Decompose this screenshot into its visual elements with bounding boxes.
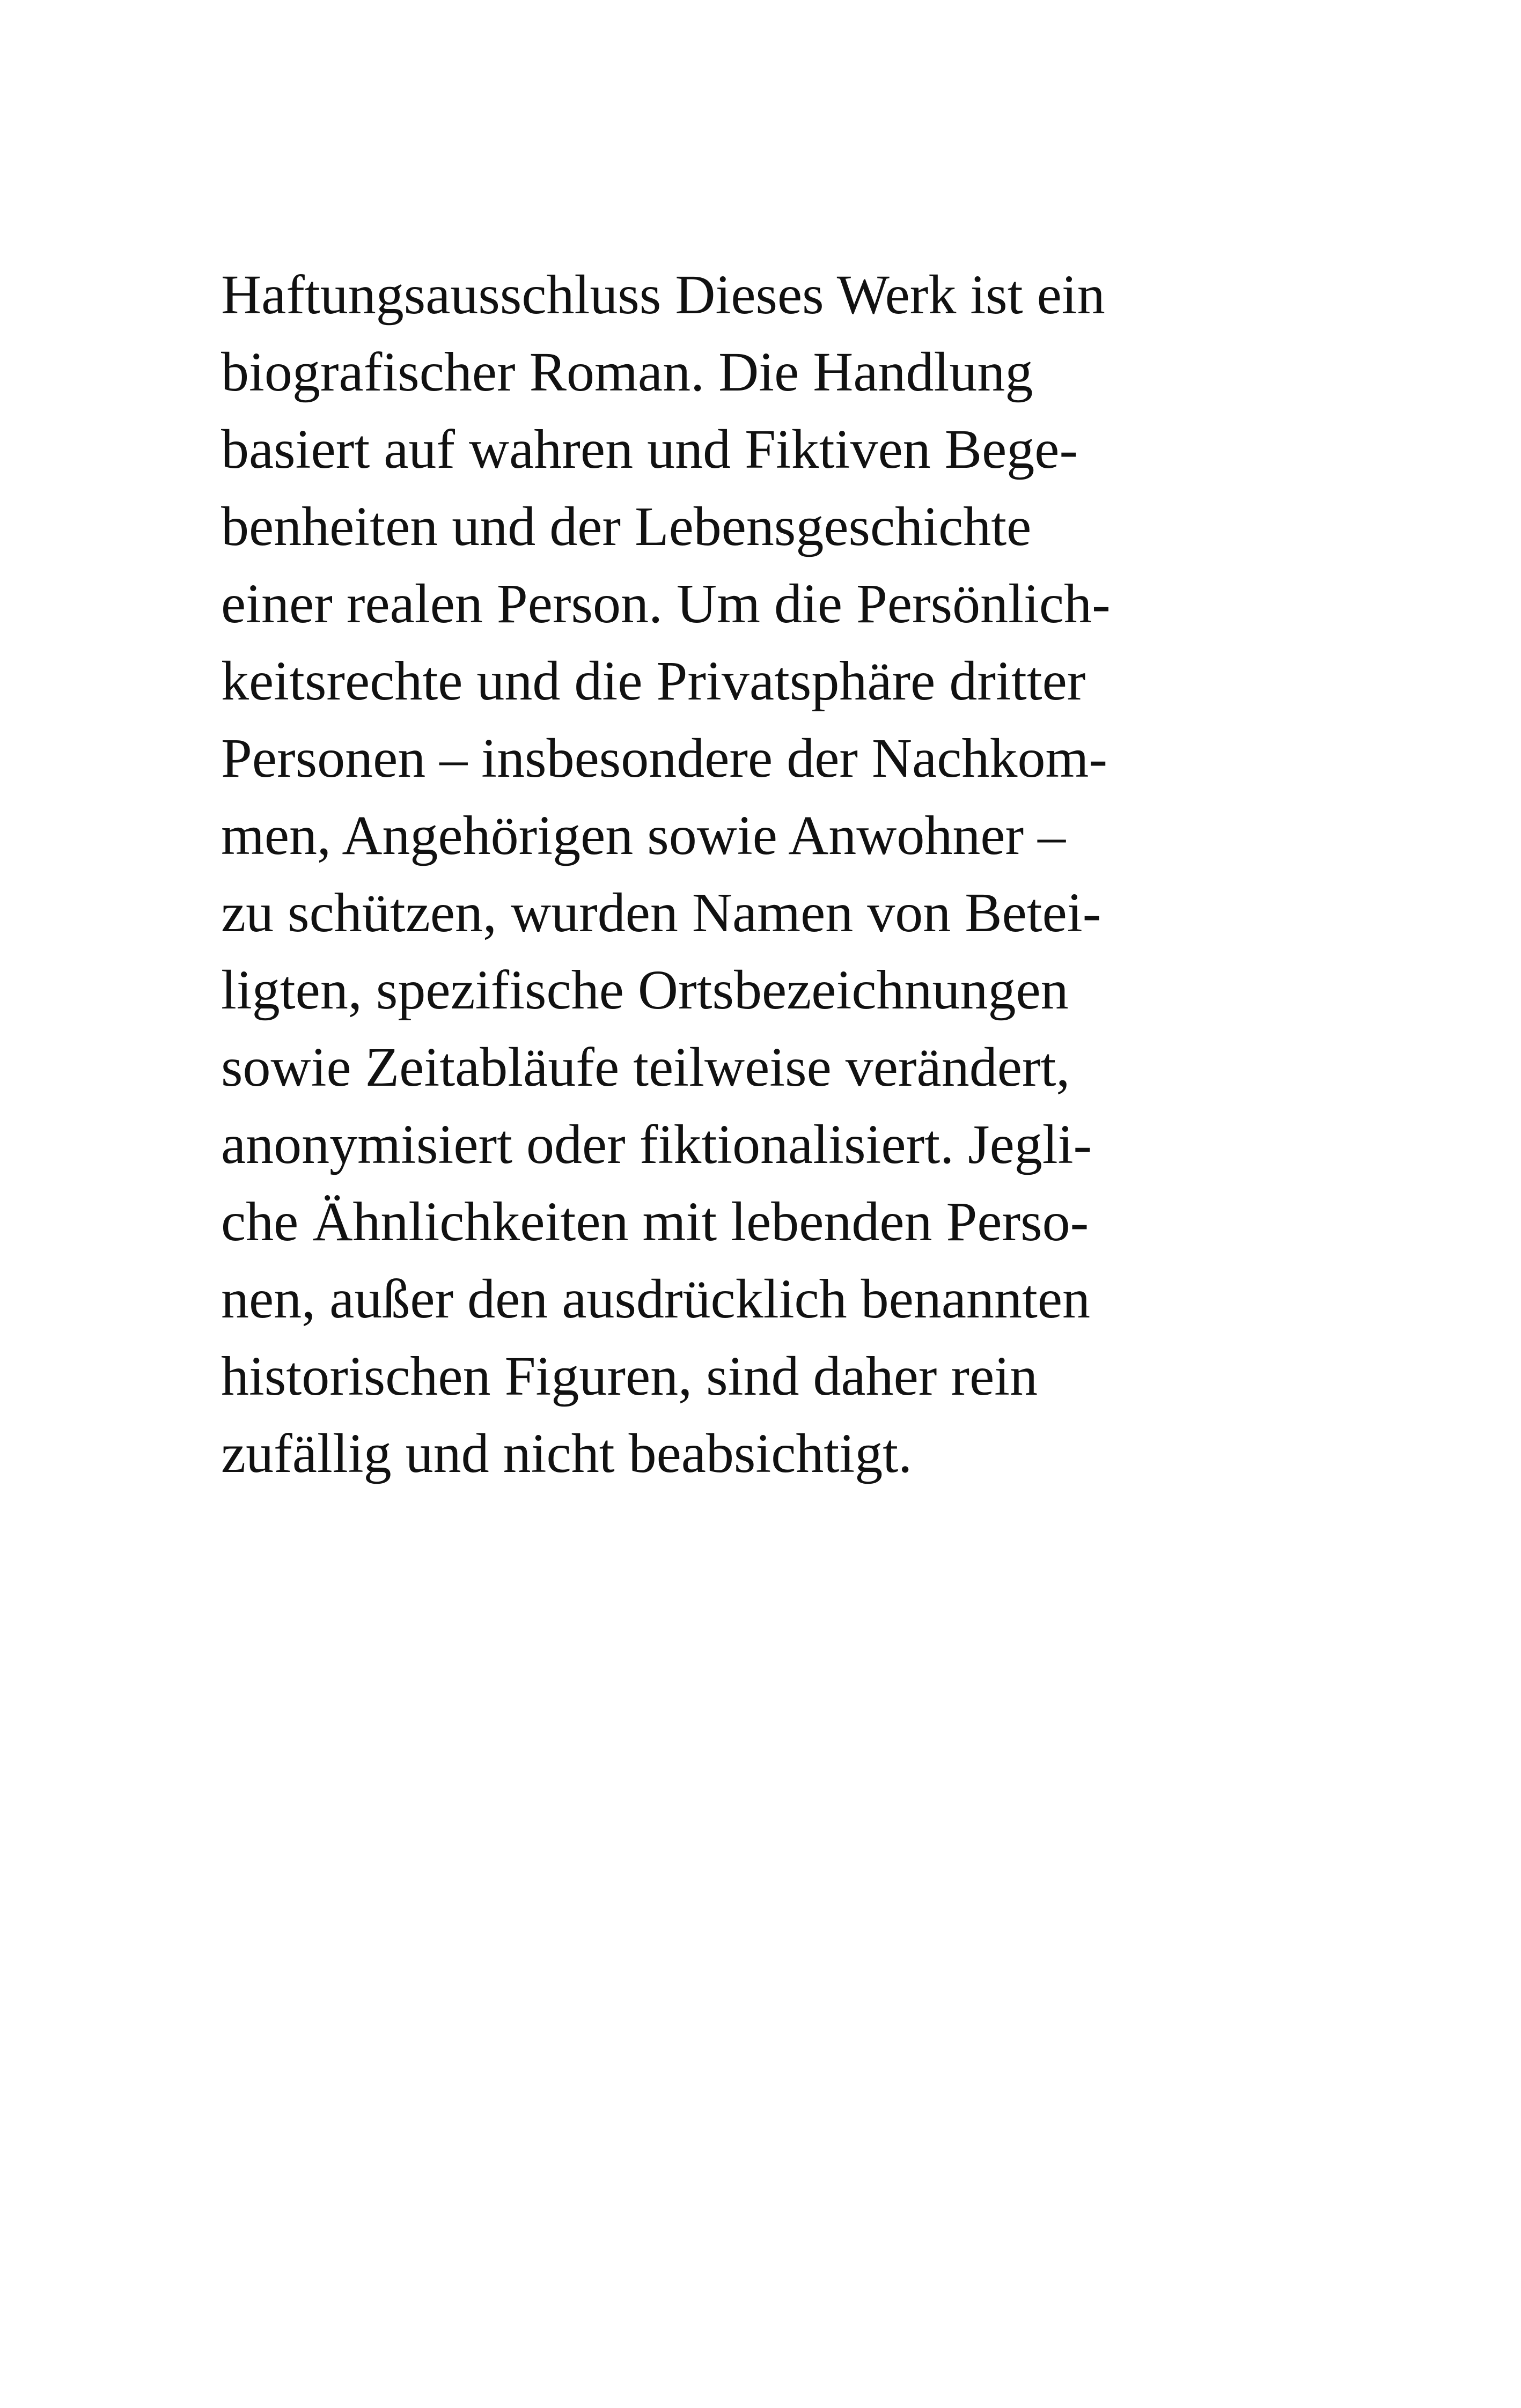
disclaimer-paragraph xyxy=(221,256,1240,1492)
text-line: che Ähnlichkeiten mit lebenden Perso- xyxy=(221,1191,1089,1253)
text-line: men, Angehörigen sowie Anwohner – xyxy=(221,805,1066,866)
text-line: sowie Zeitabläufe teilweise verändert, xyxy=(221,1036,1070,1098)
text-line: Haftungsausschluss Dieses Werk ist ein xyxy=(221,264,1105,326)
text-line: ligten, spezifische Ortsbezeichnungen xyxy=(221,959,1069,1021)
text-line: keitsrechte und die Privatsphäre dritter xyxy=(221,650,1086,712)
text-line: benheiten und der Lebensgeschichte xyxy=(221,496,1032,557)
text-line: basiert auf wahren und Fiktiven Bege- xyxy=(221,418,1078,480)
text-line: Personen – insbesondere der Nachkom- xyxy=(221,727,1107,789)
text-line: biografischer Roman. Die Handlung xyxy=(221,341,1033,403)
text-line: einer realen Person. Um die Persönlich- xyxy=(221,573,1111,635)
text-line: anonymisiert oder fiktionalisiert. Jegli- xyxy=(221,1114,1092,1175)
text-line: nen, außer den ausdrücklich benannten xyxy=(221,1268,1091,1330)
text-line: zufällig und nicht beabsichtigt. xyxy=(221,1423,913,1484)
text-line: historischen Figuren, sind daher rein xyxy=(221,1345,1038,1407)
text-line: zu schützen, wurden Namen von Betei- xyxy=(221,882,1101,944)
